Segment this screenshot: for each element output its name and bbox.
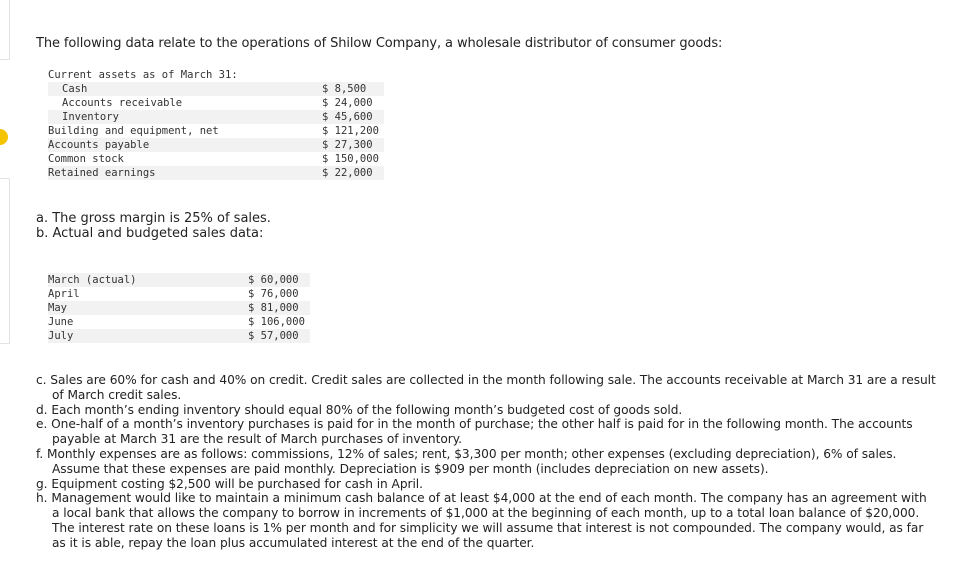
note-e: e. One-half of a month’s inventory purchases is paid for in the month of purchase; the other half is paid for in the following month. The accounts payable at March 31 are the result of March purchases of inventory. (36, 417, 913, 447)
sales-data-table (48, 273, 310, 343)
row-amount: $ 60,000 (242, 273, 310, 287)
note-g: g. Equipment costing $2,500 will be purchased for cash in April. (36, 476, 423, 491)
table-row (48, 301, 310, 315)
table-row (48, 152, 384, 166)
row-amount: $ 121,200 (322, 125, 379, 137)
row-label: Retained earnings (48, 166, 316, 180)
notes-a-b (36, 211, 271, 241)
side-panel-edge-top (0, 0, 10, 60)
note-d: d. Each month’s ending inventory should equal 80% of the following month’s budgeted cost of goods sold. (36, 402, 683, 417)
row-month: July (48, 329, 242, 343)
row-amount: $ 106,000 (248, 316, 305, 328)
row-label: Accounts payable (48, 138, 316, 152)
table-row (48, 273, 310, 287)
row-amount: $ 150,000 (322, 153, 379, 165)
table-row (48, 329, 310, 343)
table-row (48, 82, 384, 96)
side-panel-edge-middle (0, 178, 10, 344)
row-amount: $ 8,500 (316, 82, 384, 96)
table-row (48, 138, 384, 152)
table-row (48, 124, 384, 138)
table-row (48, 287, 310, 301)
notes-list (36, 373, 936, 551)
note-b: b. Actual and budgeted sales data: (36, 226, 264, 241)
row-month: March (actual) (48, 273, 242, 287)
row-amount: $ 27,300 (316, 138, 384, 152)
balance-sheet-table (48, 82, 384, 180)
row-amount: $ 57,000 (242, 329, 310, 343)
row-amount: $ 76,000 (248, 288, 299, 300)
row-label: Common stock (48, 153, 124, 165)
note-f: f. Monthly expenses are as follows: commissions, 12% of sales; rent, $3,300 per month; other expenses (excluding depreciation), 6% of sales. Assume that these expenses are paid monthly. Depreciation is $909 per month (includes depreciation on new assets). (36, 446, 897, 476)
row-label: Cash (48, 82, 316, 96)
row-amount: $ 45,600 (316, 110, 384, 124)
row-label: Building and equipment, net (48, 125, 219, 137)
row-amount: $ 24,000 (322, 97, 373, 109)
note-a: a. The gross margin is 25% of sales. (36, 211, 271, 226)
row-amount: $ 81,000 (242, 301, 310, 315)
table-row (48, 96, 384, 110)
note-h: h. Management would like to maintain a minimum cash balance of at least $4,000 at the end of each month. The company has an agreement with a local bank that allows the company to borrow in increments of $1,000 at the beginning of each month, up to a total loan balance of $20,000. The interest rate on these loans is 1% per month and for simplicity we will assume that interest is not compounded. The company would, as far as it is able, repay the loan plus accumulated interest at the end of the quarter. (36, 491, 927, 550)
question-marker-dot[interactable] (0, 129, 8, 145)
row-month: May (48, 301, 242, 315)
table-row (48, 166, 384, 180)
problem-intro: The following data relate to the operations of Shilow Company, a wholesale distributor of consumer goods: (36, 36, 723, 51)
row-label: Inventory (48, 110, 316, 124)
row-month: April (48, 288, 80, 300)
balance-sheet-heading: Current assets as of March 31: (48, 69, 238, 81)
note-c: c. Sales are 60% for cash and 40% on credit. Credit sales are collected in the month following sale. The accounts receivable at March 31 are a result of March credit sales. (36, 373, 936, 402)
row-amount: $ 22,000 (316, 166, 384, 180)
table-row (48, 110, 384, 124)
row-month: June (48, 316, 74, 328)
row-label: Accounts receivable (62, 97, 183, 109)
table-row (48, 315, 310, 329)
